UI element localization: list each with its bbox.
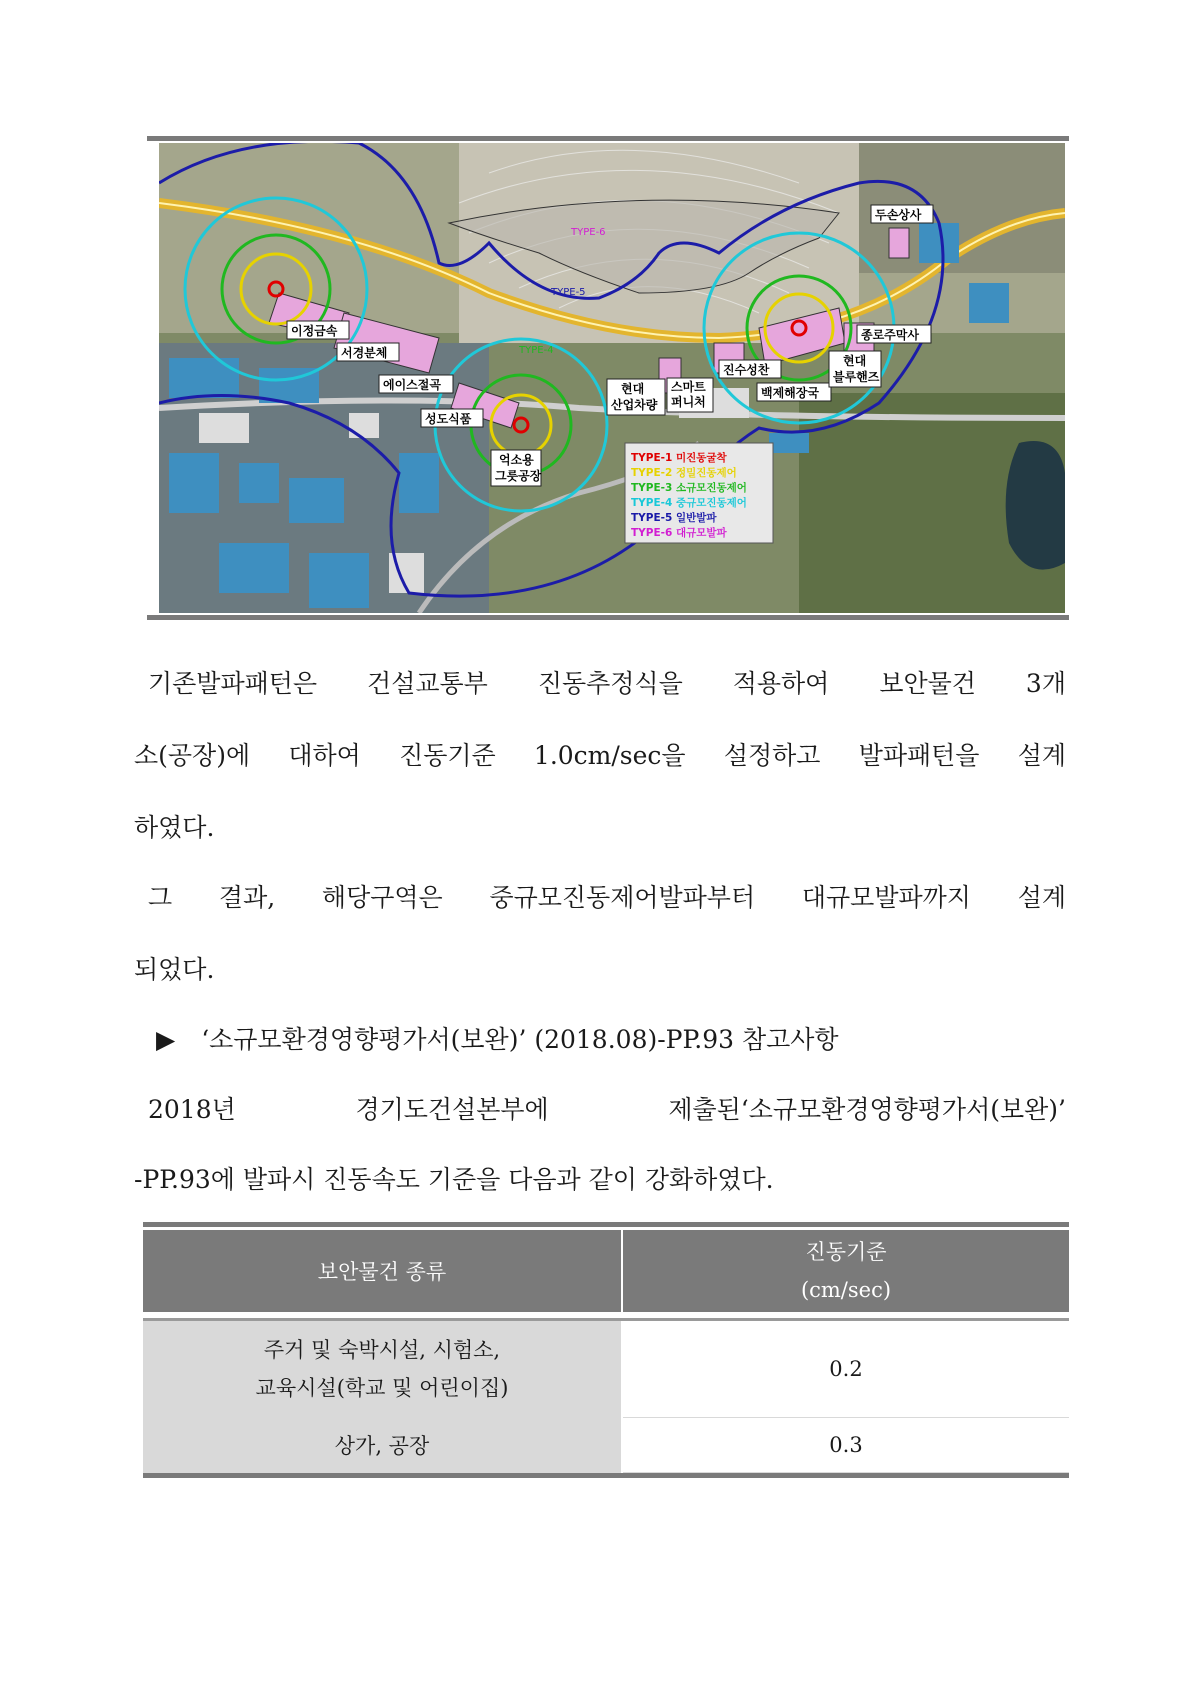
map-label-smart-1: 스마트: [671, 380, 706, 394]
map-label-hyundai-blue-1: 현대: [843, 354, 867, 368]
map-label-lee-jeong: 이정금속: [291, 324, 338, 338]
legend-type2: TYPE-2 정밀진동제어: [631, 467, 737, 479]
map-label-hyundai-industry-1: 현대: [621, 382, 645, 396]
reference-heading: [134, 1004, 1088, 1076]
legend-type6: TYPE-6 대규모발파: [631, 527, 727, 539]
map-label-seogyeong: 서경분체: [341, 346, 388, 360]
map-type4-label: TYPE-4: [519, 345, 554, 356]
map-label-duson: 두손상사: [875, 208, 922, 222]
paragraph-1-line-2: 소(공장)에 대하여 진동기준 1.0cm/sec을 설정하고 발파패턴을 설계: [134, 741, 1066, 770]
map-figure: [147, 136, 1069, 620]
map-label-jongro: 종로주막사: [861, 328, 919, 342]
map-legend: [625, 443, 773, 543]
map-label-seongdo: 성도식품: [425, 412, 472, 426]
header-vibration-standard: 진동기준 (cm/sec): [622, 1230, 1069, 1312]
map-label-eoksoyong: 억소용: [499, 453, 534, 467]
vibration-standard-table: [143, 1222, 1069, 1478]
legend-type5: TYPE-5 일반발파: [631, 512, 717, 524]
paragraph-1-line-3: 하였다.: [134, 813, 215, 842]
blasting-zone-map: [159, 143, 1065, 613]
cell-vibration-value: 0.3: [622, 1418, 1069, 1473]
map-label-baekje: 백제해장국: [761, 386, 819, 400]
legend-type1: TYPE-1 미진동굴착: [631, 452, 727, 464]
cell-object-type: 상가, 공장: [143, 1418, 622, 1473]
paragraph-4-line-2: -PP.93에 발파시 진동속도 기준을 다음과 같이 강화하였다.: [134, 1165, 774, 1194]
table-header-row: [143, 1230, 1069, 1312]
map-label-smart-2: 퍼니처: [671, 395, 706, 409]
map-label-geurut: 그릇공장: [495, 469, 542, 483]
map-label-ace: 에이스절곡: [383, 378, 441, 392]
arrow-bullet: ▶: [156, 1025, 176, 1054]
map-label-jinsu: 진수성찬: [723, 363, 770, 377]
header-object-type: 보안물건 종류: [143, 1230, 622, 1312]
paragraph-1-line-1: 기존발파패턴은 건설교통부 진동추정식을 적용하여 보안물건 3개: [148, 669, 1066, 698]
figure-top-rule: [147, 136, 1069, 141]
paragraph-4-line-1: 2018년 경기도건설본부에 제출된‘소규모환경영향평가서(보완)’: [148, 1095, 1066, 1124]
table-bottom-rule: [143, 1473, 1069, 1478]
map-label-hyundai-industry-2: 산업차량: [611, 398, 658, 412]
legend-type4: TYPE-4 중규모진동제어: [631, 497, 747, 509]
legend-type3: TYPE-3 소규모진동제어: [631, 482, 747, 494]
reference-title: ‘소규모환경영향평가서(보완)’ (2018.08)-PP.93 참고사항: [201, 1025, 839, 1054]
table-row: [143, 1321, 1069, 1418]
map-type5-label: TYPE-5: [551, 287, 586, 298]
figure-bottom-rule: [147, 615, 1069, 620]
map-label-hyundai-blue-2: 블루핸즈: [833, 370, 880, 384]
paragraph-2-line-2: 되었다.: [134, 955, 215, 984]
cell-vibration-value: 0.2: [622, 1321, 1069, 1418]
map-type6-label: TYPE-6: [571, 227, 606, 238]
cell-object-type: 주거 및 숙박시설, 시험소, 교육시설(학교 및 어린이집): [143, 1321, 622, 1418]
table-row: [143, 1418, 1069, 1473]
paragraph-2-line-1: 그 결과, 해당구역은 중규모진동제어발파부터 대규모발파까지 설계: [148, 883, 1066, 912]
